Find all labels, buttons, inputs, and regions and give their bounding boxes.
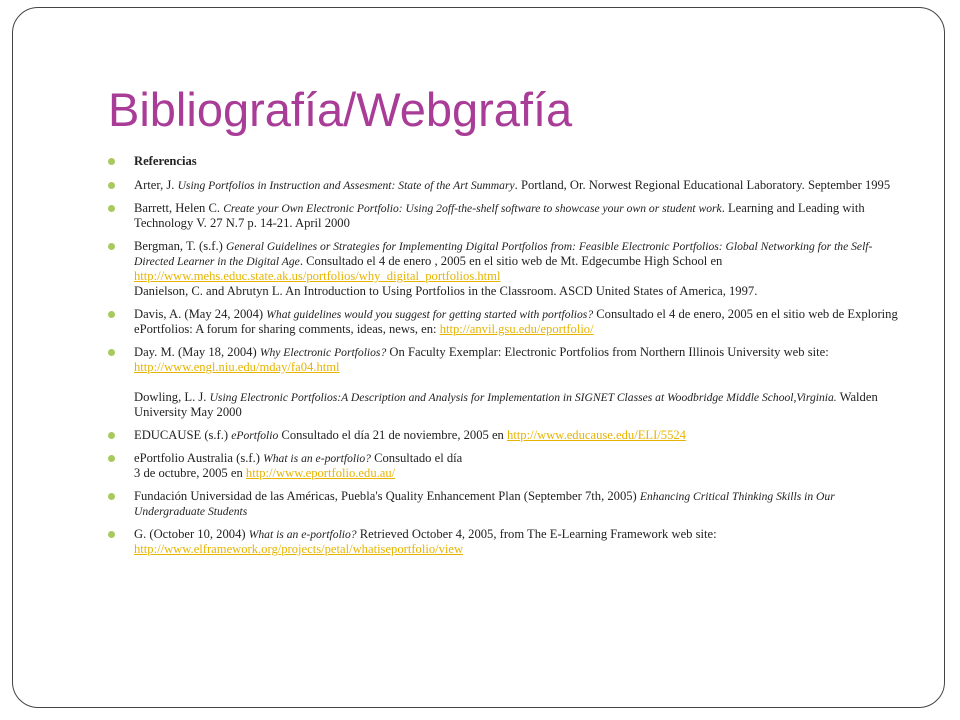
ref-title: Create your Own Electronic Portfolio: Using 2off-the-shelf software to showcase your own or student work bbox=[223, 202, 722, 215]
bullet-icon bbox=[108, 311, 115, 318]
ref-title: What is an e-portfolio? bbox=[248, 528, 357, 541]
bullet-icon bbox=[108, 432, 115, 439]
bullet-icon bbox=[108, 455, 115, 462]
ref-author: Bergman, T. (s.f.) bbox=[134, 239, 226, 253]
ref-title: Why Electronic Portfolios? bbox=[259, 346, 387, 359]
reference-davis bbox=[106, 307, 906, 337]
ref-link[interactable]: http://www.elframework.org/projects/petal/whatiseportfolio/view bbox=[134, 542, 464, 556]
ref-details: Retrieved October 4, 2005, from The E-Learning Framework web site: bbox=[356, 527, 717, 541]
reference-list bbox=[106, 154, 906, 565]
bullet-icon bbox=[108, 182, 115, 189]
reference-educause bbox=[106, 428, 906, 443]
bullet-icon bbox=[108, 243, 115, 250]
reference-g bbox=[106, 527, 906, 557]
reference-bergman bbox=[106, 239, 906, 299]
bullet-icon bbox=[108, 493, 115, 500]
ref-author: Fundación Universidad de las Américas, Puebla's Quality Enhancement Plan (September 7th, 2005) bbox=[134, 489, 640, 503]
ref-author: EDUCAUSE (s.f.) bbox=[134, 428, 232, 442]
reference-eportfolio-australia bbox=[106, 451, 906, 481]
ref-details-dowling: Walden University May 2000 bbox=[134, 390, 878, 419]
ref-author: ePortfolio Australia (s.f.) bbox=[134, 451, 264, 465]
ref-author: Arter, J. bbox=[134, 178, 178, 192]
references-heading: Referencias bbox=[134, 154, 197, 168]
ref-link[interactable]: http://anvil.gsu.edu/eportfolio/ bbox=[439, 322, 594, 336]
ref-author: Day. M. (May 18, 2004) bbox=[134, 345, 260, 359]
ref-details: . Learning and Leading with Technology V. 27 N.7 p. 14-21. April 2000 bbox=[134, 201, 865, 230]
ref-details: Consultado el día bbox=[370, 451, 463, 465]
bullet-icon bbox=[108, 531, 115, 538]
ref-link[interactable]: http://www.engl.niu.edu/mday/fa04.html bbox=[134, 360, 340, 374]
ref-details: . Portland, Or. Norwest Regional Educational Laboratory. September 1995 bbox=[514, 178, 891, 192]
ref-title: What guidelines would you suggest for getting started with portfolios? bbox=[266, 308, 594, 321]
ref-danielson: Danielson, C. and Abrutyn L. An Introduction to Using Portfolios in the Classroom. ASCD United States of America, 1997. bbox=[134, 284, 758, 298]
ref-title: General Guidelines or Strategies for Implementing Digital Portfolios from: Feasible Electronic Portfolios: Global Networking for the Self-Directed Learner in the Digital Age bbox=[134, 240, 873, 268]
ref-author-dowling: Dowling, L. J. bbox=[134, 390, 210, 404]
ref-date: 3 de octubre, 2005 en bbox=[134, 466, 246, 480]
bullet-icon bbox=[108, 158, 115, 165]
ref-link[interactable]: http://www.eportfolio.edu.au/ bbox=[245, 466, 396, 480]
ref-author: Barrett, Helen C. bbox=[134, 201, 224, 215]
list-item-heading bbox=[106, 154, 906, 169]
reference-barrett bbox=[106, 201, 906, 231]
ref-details: . Consultado el 4 de enero , 2005 en el sitio web de Mt. Edgecumbe High School en bbox=[299, 254, 723, 268]
reference-day bbox=[106, 345, 906, 420]
ref-link[interactable]: http://www.educause.edu/ELI/5524 bbox=[507, 428, 686, 442]
ref-details: Consultado el 4 de enero, 2005 en el sitio web de Exploring ePortfolios: A forum for sharing comments, ideas, news, en: bbox=[134, 307, 898, 336]
slide-title: Bibliografía/Webgrafía bbox=[108, 83, 573, 136]
reference-arter bbox=[106, 178, 906, 193]
bullet-icon bbox=[108, 205, 115, 212]
bullet-icon bbox=[108, 349, 115, 356]
ref-title: What is an e-portfolio? bbox=[263, 452, 371, 465]
ref-title-dowling: Using Electronic Portfolios:A Description and Analysis for Implementation in SIGNET Classes at Woodbridge Middle School,Virginia. bbox=[209, 391, 837, 404]
ref-details: Consultado el día 21 de noviembre, 2005 en bbox=[278, 428, 508, 442]
ref-title: Using Portfolios in Instruction and Assesment: State of the Art Summary bbox=[177, 179, 515, 192]
ref-author: Davis, A. (May 24, 2004) bbox=[134, 307, 267, 321]
ref-link[interactable]: http://www.mehs.educ.state.ak.us/portfolios/why_digital_portfolios.html bbox=[134, 269, 501, 283]
ref-details: On Faculty Exemplar: Electronic Portfolios from Northern Illinois University web site: bbox=[386, 345, 829, 359]
ref-title: Enhancing Critical Thinking Skills in Our Undergraduate Students bbox=[134, 490, 835, 518]
ref-title: ePortfolio bbox=[231, 429, 279, 442]
ref-author: G. (October 10, 2004) bbox=[134, 527, 249, 541]
reference-fundacion bbox=[106, 489, 906, 519]
